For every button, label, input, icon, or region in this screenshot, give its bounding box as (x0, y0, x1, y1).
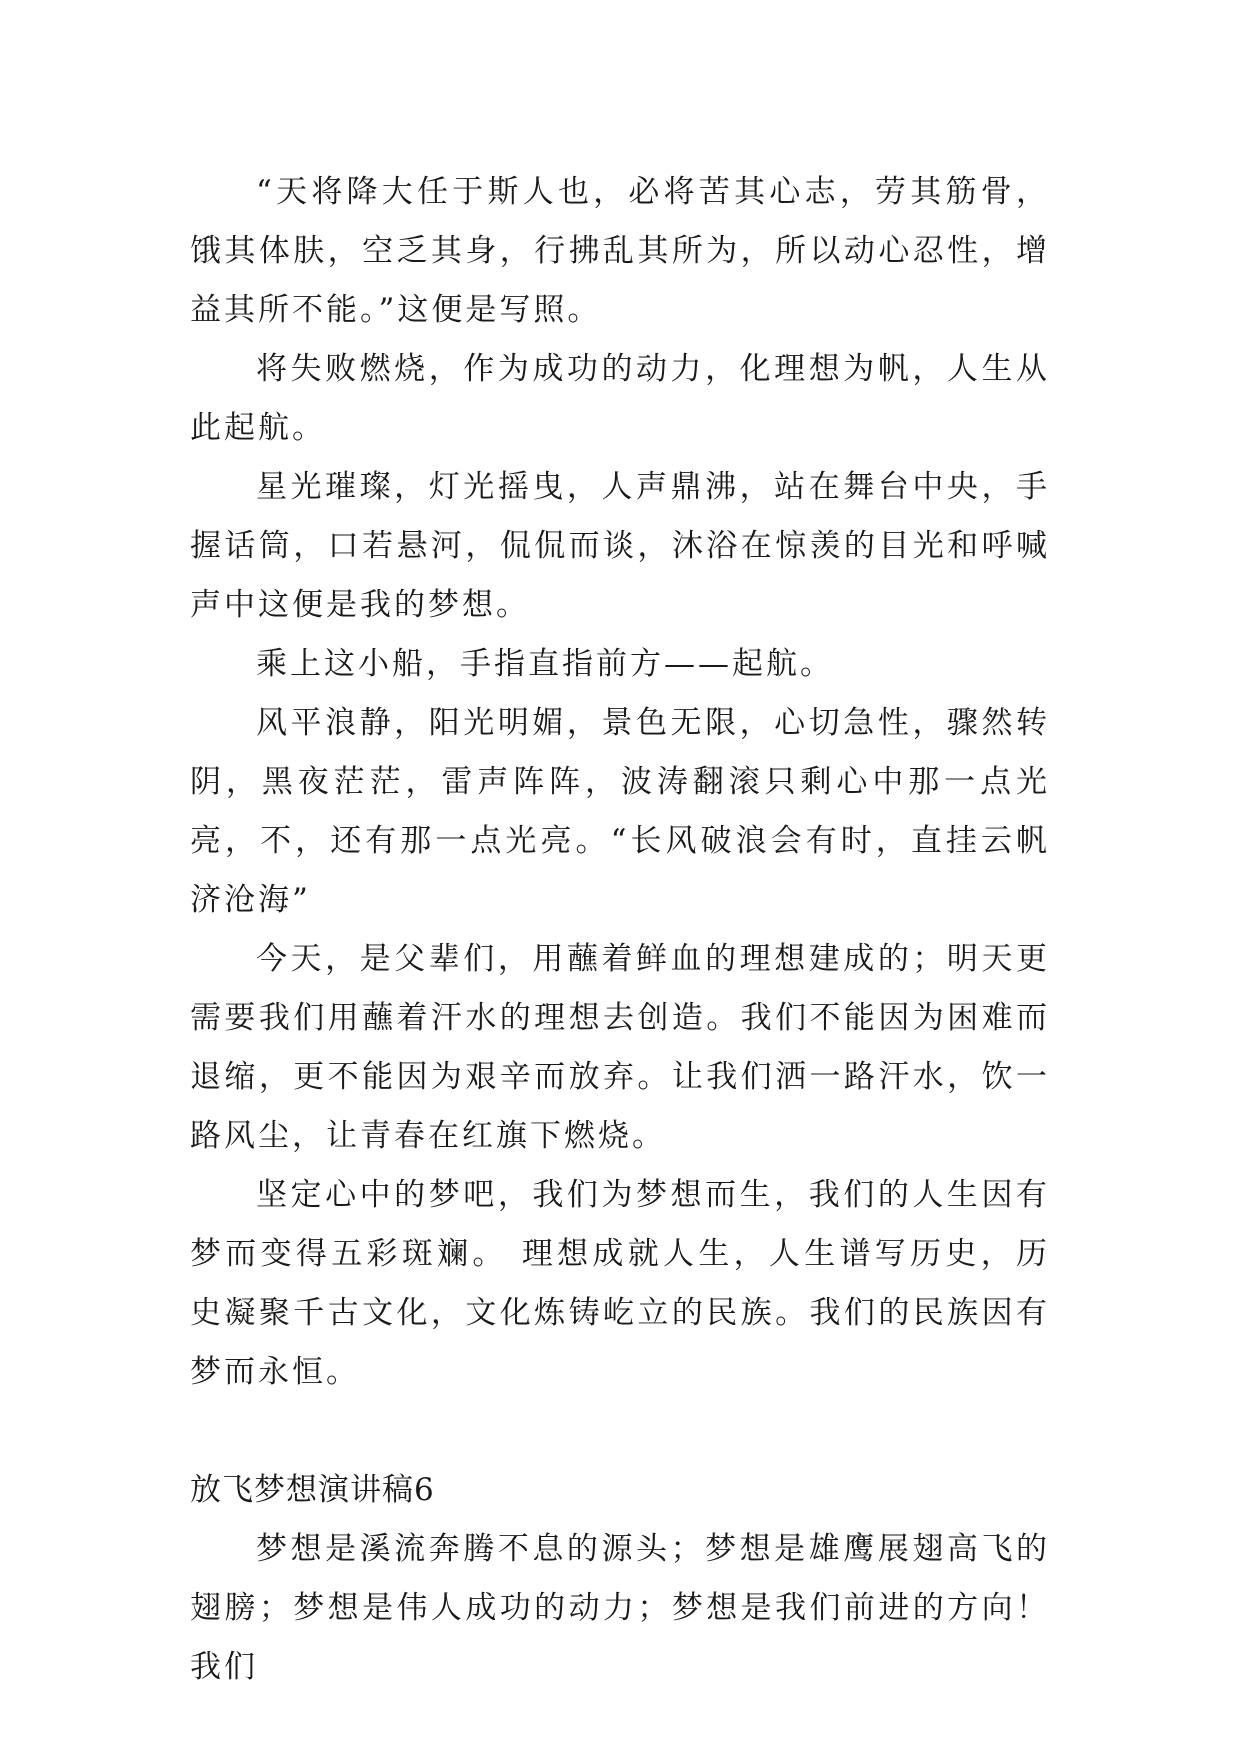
paragraph-8: 梦想是溪流奔腾不息的源头；梦想是雄鹰展翅高飞的翅膀；梦想是伟人成功的动力；梦想是我们前进的方向！我们 (190, 1531, 1050, 1685)
paragraph-7: 坚定心中的梦吧，我们为梦想而生，我们的人生因有梦而变得五彩斑斓。 理想成就人生，人生谱写历史，历史凝聚千古文化，文化炼铸屹立的民族。我们的民族因有梦而永恒。 (190, 1177, 1050, 1390)
paragraph-2: 将失败燃烧，作为成功的动力，化理想为帆，人生从此起航。 (190, 351, 1050, 446)
paragraph-4: 乘上这小船，手指直指前方——起航。 (256, 646, 834, 682)
paragraph-6: 今天，是父辈们，用蘸着鲜血的理想建成的；明天更需要我们用蘸着汗水的理想去创造。我们不能因为困难而退缩，更不能因为艰辛而放弃。让我们洒一路汗水，饮一路风尘，让青春在红旗下燃烧。 (190, 941, 1050, 1154)
paragraph-3: 星光璀璨，灯光摇曳，人声鼎沸，站在舞台中央，手握话筒，口若悬河，侃侃而谈，沐浴在惊羡的目光和呼喊声中这便是我的梦想。 (190, 469, 1050, 623)
section-title: 放飞梦想演讲稿6 (190, 1472, 435, 1508)
paragraph-1: “天将降大任于斯人也，必将苦其心志，劳其筋骨，饿其体肤，空乏其身，行拂乱其所为，所以动心忍性，增益其所不能。”这便是写照。 (190, 174, 1050, 328)
document-page (190, 163, 1050, 1697)
paragraph-5: 风平浪静，阳光明媚，景色无限，心切急性，骤然转阴，黑夜茫茫，雷声阵阵，波涛翻滚只剩心中那一点光亮，不，还有那一点光亮。“长风破浪会有时，直挂云帆济沧海” (190, 705, 1050, 918)
